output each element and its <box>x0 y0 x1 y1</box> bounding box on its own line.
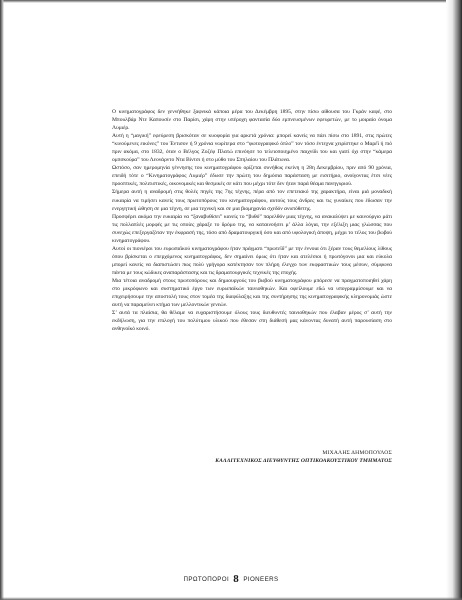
page-number: 8 <box>233 573 240 585</box>
scan-edge-left <box>0 0 4 600</box>
footer-left-label: ΠΡΩΤΟΠΟΡΟΙ <box>183 576 230 583</box>
scan-edge-right <box>446 0 462 600</box>
paragraph: Προσφέρει ακόμα την ευκαιρία να “ξαναβυθίσει” κανείς το “βυθό” παρελθόν μιας τέχνης, να ανακαλύψει με καινούργιο μάτι τις πολλαπλές μορφές με τις οποίες χάραξε το δρόμο της, να καταινοήσει μ’ άλλα λόγια, την εξέλιξη μιας γλώσσας που συνεχώς επεξεργαζόταν την έκφρασή της, τόσο από δραματουργική όσο και από υφολογική άποψη, μέχρι το τέλος του βωβού κινηματογράφου. <box>112 213 392 244</box>
paragraph: Ο κινηματογράφος δεν γεννήθηκε ξαφνικά κάποια μέρα του Δεκέμβρη 1895, στην πίσω αίθουσα του Γκράν καφέ, στο Μπουλβάρ Ντε Καπουσίν στο Παρίσι, χάρη στην υπέροχη φαντασία δύο εμπνευσμένων εφευρετών, με το μοιραίο όνομα Λυμιέρ. <box>112 109 392 132</box>
signature-block <box>102 449 392 465</box>
paragraph: Ωστόσο, σαν ημερομηνία γέννησης του κινηματογράφου ορίζεται συνήθως εκείνη η 28η Δεκεμβρίου, πριν από 90 χρόνια, επειδή τότε ο “Κινηματογράφος Λυμιέρ” έδωσε την πρώτη του δημόσια παράσταση με εισιτήριο, ανοίγοντας έτσι νέες προοπτικές, πολιτιστικές, οικονομικές και θεσμικές σε κάτι που μέχρι τότε δεν ήταν παρά θέαμα πανηγυριού. <box>112 165 392 188</box>
footer-right-label: PIONEERS <box>243 576 279 583</box>
page-footer <box>0 573 462 585</box>
paragraph: Αυτή η “μαγική” εφεύρεση βρισκόταν σε κυοφορία για αρκετά χρόνια: μπορεί κανείς να πάει πίσω στο 1891, στις πρώτες “κινούμενες εικόνες” του Έντισον ή 9 χρόνια νωρίτερα στο “φωτογραφικό όπλο” τον τόσο έντεχνα χειρίστηκε ο Μαρέϊ ή πιό πριν ακόμα, στο 1832, όταν ο Βέλγος Ζοζέφ Πλατώ επινόησε το τελειοποιημένο παιχνίδι του και γιατί όχι στην “κάμερα ομπσκούρα” του Λεονάρντο Ντα Βίντσι ή στο μύθο του Σπηλαίου του Πλάτωνα. <box>112 133 392 164</box>
paragraph: Αυτοί οι πιονιέροι του ευρωπαϊκού κινηματογράφου ήταν πράγματι “πρωτεϊδ” με την έννοια ότι ξέραν τους θεμελίους λίθους όπου βρίσκεται ο επερχόμενος κινηματογράφος, δεν σημαίνει όμως ότι ήταν και ατελέσιοι ή πρωτόγονοι μια και εύκολα μπορεί κανείς να διαπιστώσει πως πολύ γρήγορα κατέκτησαν τον πλήρη έλεγχο των εκφραστικών τους μέσων, σύμφωνα πάντα με τους κώδικες αναπαράστασης και τις δραματουργικές τεχνικές της εποχής. <box>112 245 392 276</box>
body-text <box>112 108 392 333</box>
paragraph: Σήμερα αυτή η αναδρομή στις θολές πηγές της 7ης τέχνης, πέρα από τον επετειακό της χαρακτήρα, είναι μιά μοναδική ευκαιρία να τιμήσει κανείς τους πρωτοπόρους του κινηματογράφου, αυτούς τους άνδρες και τις γυναίκες που έδωσαν την ενεργητική ώθηση σε μια τέχνη, σε μια τεχνική και σε μια βιομηχανία σχεδόν ανυπόθετης. <box>112 189 392 212</box>
paragraph: Μια τέτοια αναδρομή στους πρωτοπόρους και δημιουργούς του βωβού κινηματογράφου μπόρεσε να πραγματοποιηθεί χάρη στο μικρόφωνο και συστηματικό έργο των ευρωπαϊκών ταινιοθηκών. Και οφείλουμε εδώ να υπογραμμίσουμε και να επιχειρήσουμε την αποστολή τους στον τομέα της διαφύλαξης και της συντήρησης της κινηματογραφικής κληρονομιάς ώστε αυτή να παραμείνει κτήμα των μελλοντικών γενεών. <box>112 277 392 309</box>
signature-title: ΚΑΛΛΙΤΕΧΝΙΚΟΣ ΔΙΕΥΘΥΝΤΗΣ ΟΠΤΙΚΟΑΚΟΥΣΤΙΚΟΥ ΤΜΗΜΑΤΟΣ <box>215 458 392 464</box>
signature-name: ΜΙΧΑΛΗΣ ΔΗΜΟΠΟΥΛΟΣ <box>322 450 392 456</box>
scan-edge-top <box>0 0 462 3</box>
paragraph: Σ’ αυτά τα πλαίσια, θα θέλαμε να ευχαριστήσουμε όλους τους διευθυντές ταινιοθηκών που έλαβαν μέρος σ’ αυτή την εκδήλωση, για την επιλογή του πολύτιμου υλικού που έθεσαν στη διάθεσή μας κάνοντας δυνατή αυτή παρουσίαση στο ανθηνοϊκό κοινό. <box>112 310 392 333</box>
